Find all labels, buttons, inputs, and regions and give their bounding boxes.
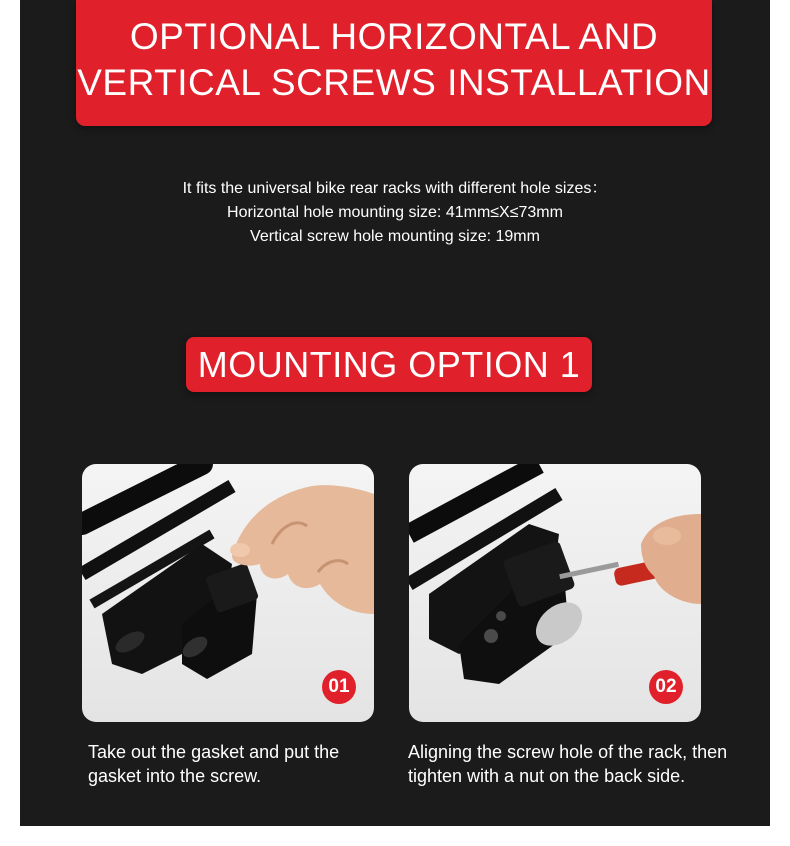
fit-description-line2: Horizontal hole mounting size: 41mm≤X≤73mm xyxy=(227,204,563,221)
header-title-line1: OPTIONAL HORIZONTAL AND xyxy=(129,16,659,57)
fit-description-line3: Vertical screw hole mounting size: 19mm xyxy=(250,228,540,245)
fit-description xyxy=(20,177,770,249)
step-1-number-badge: 01 xyxy=(322,670,356,704)
product-detail-page xyxy=(20,0,770,826)
step-1-caption: Take out the gasket and put the gasket into the screw. xyxy=(88,742,340,786)
step-2-photo xyxy=(409,464,701,722)
section-title: MOUNTING OPTION 1 xyxy=(186,337,592,392)
step-2-number-badge: 02 xyxy=(649,670,683,704)
header-banner xyxy=(76,0,712,126)
step-1-photo xyxy=(82,464,374,722)
step-2-caption: Aligning the screw hole of the rack, then tighten with a nut on the back side. xyxy=(408,742,728,786)
header-title-line2: VERTICAL SCREWS INSTALLATION xyxy=(77,62,711,103)
fit-description-line1: It fits the universal bike rear racks with different hole sizes： xyxy=(182,180,608,197)
